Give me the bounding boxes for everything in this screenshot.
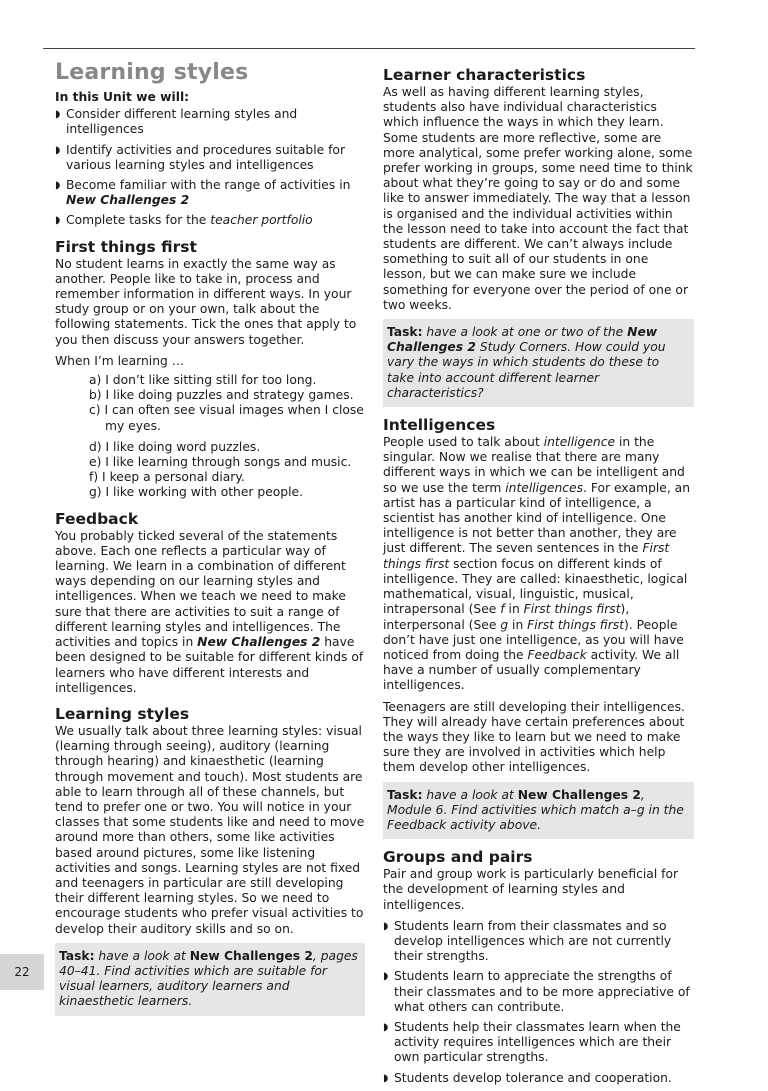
intelligences-body-2: Teenagers are still developing their intelligences. They will already have certain preferences about the ways they like to learn but we need to make sure they are involved in activities which help them develop other intelligences.	[383, 699, 685, 775]
groups-and-pairs-body: Pair and group work is particularly beneficial for the development of learning styles and intelligences.	[383, 867, 679, 912]
unit-heading: In this Unit we will:	[55, 90, 190, 104]
statements-lead: When I’m learning …	[55, 353, 185, 368]
list-item: g) I like working with other people.	[89, 485, 303, 500]
task-box: Task: have a look at one or two of the New Challenges 2 Study Corners. How could you vary the ways in which students do these to take into account different learner characteristics?	[383, 319, 694, 407]
section-heading-first-things-first: First things first	[55, 237, 197, 256]
bullet-icon: ◗	[55, 180, 61, 192]
list-item: e) I like learning through songs and music.	[89, 455, 352, 470]
list-item: ◗ Consider different learning styles and intelligences	[55, 107, 298, 137]
list-item: ◗ Students learn to appreciate the strengths of their classmates and to be more appreciative of what others can contribute.	[383, 969, 690, 1014]
first-things-first-body: No student learns in exactly the same way as another. People like to take in, process and remember information in different ways. In your study group or on your own, talk about the following statements. Tick the ones that apply to you then discuss your answers together.	[55, 256, 357, 347]
bullet-icon: ◗	[383, 1072, 389, 1084]
left-column	[55, 58, 365, 1024]
list-item: ◗ Become familiar with the range of activities in New Challenges 2	[55, 178, 351, 208]
section-heading-intelligences: Intelligences	[383, 416, 496, 435]
list-item: ◗ Students help their classmates learn when the activity requires intelligences which are their own particular strengths.	[383, 1019, 681, 1065]
list-item: ◗ Complete tasks for the teacher portfolio	[55, 213, 313, 228]
list-item: a) I don’t like sitting still for too long.	[89, 373, 317, 388]
page-number: 22	[0, 954, 44, 990]
page-title: Learning styles	[55, 60, 249, 85]
bullet-icon: ◗	[383, 971, 389, 983]
intelligences-body: People used to talk about intelligence in the singular. Now we realise that there are many different ways in which we can be intelligent and so we use the term intelligences. For example, an artist has a particular kind of intelligence, a scientist has another kind of intelligence. One intelligence is not better than another, they are just different. The seven sentences in the First things first section focus on different kinds of intelligence. They are called: kinaesthetic, logical mathematical, visual, linguistic, musical, intrapersonal (See f in First things first), interpersonal (See g in First things first). People don’t have just one intelligence, as you will have noticed from doing the Feedback activity. We all have a number of usually complementary intelligences.	[383, 435, 691, 693]
top-rule	[43, 48, 695, 49]
bullet-icon: ◗	[55, 109, 61, 121]
right-column	[383, 58, 694, 1091]
list-item: ◗ Students develop tolerance and cooperation.	[383, 1070, 672, 1085]
bullet-icon: ◗	[55, 144, 61, 156]
section-heading-learner-characteristics: Learner characteristics	[383, 66, 586, 84]
list-item: b) I like doing puzzles and strategy games.	[89, 388, 354, 403]
list-item: d) I like doing word puzzles.	[89, 439, 261, 454]
section-heading-groups-and-pairs: Groups and pairs	[383, 848, 533, 867]
bullet-icon: ◗	[55, 215, 61, 227]
feedback-body: You probably ticked several of the statements above. Each one reflects a particular way of learning. We learn in a combination of different ways depending on our learning styles and intelligences. When we teach we need to make sure that there are activities to suit a range of different learning styles and intelligences. The activities and topics in New Challenges 2 have been designed to be suitable for different kinds of learners who have different interests and intelligences.	[55, 528, 364, 695]
task-box: Task: have a look at New Challenges 2, Module 6. Find activities which match a–g in the Feedback activity above.	[383, 782, 694, 840]
bullet-icon: ◗	[383, 1021, 389, 1033]
list-item: f) I keep a personal diary.	[89, 470, 245, 485]
section-heading-learning-styles: Learning styles	[55, 704, 190, 723]
section-heading-feedback: Feedback	[55, 509, 139, 528]
statements-list	[89, 373, 365, 501]
learning-styles-body: We usually talk about three learning styles: visual (learning through seeing), auditory (learning through hearing) and kinaesthetic (learning through movement and touch). Most students are able to learn through all of these channels, but tend to prefer one or two. You will notice in your classes that some students like and need to move around more than others, some like activities based around pictures, some like listening activities and songs. Learning styles are not fixed and teenagers in particular are still developing their different learning styles. So we need to encourage students who prefer visual activities to develop their auditory skills and so on.	[55, 723, 365, 936]
groups-bullets	[383, 919, 694, 1086]
learner-characteristics-body: As well as having different learning styles, students also have individual characteristics which influence the ways in which they learn. Some students are more reflective, some are more analytical, some prefer working alone, some prefer working in groups, some need time to think about what they’re going to say or do and some like to answer immediately. The way that a lesson is organised and the individual activities within the lesson need to take into account the fact that students are different. We can’t always include something to suit all of our students in one lesson, but we can make sure we include something for everyone over the period of one or two weeks.	[383, 85, 693, 312]
task-box: Task: have a look at New Challenges 2, pages 40–41. Find activities which are suitable for visual learners, auditory learners and kinaesthetic learners.	[55, 943, 365, 1016]
list-item: ◗ Students learn from their classmates and so develop intelligences which are not currently their strengths.	[383, 918, 672, 964]
list-item: c) I can often see visual images when I close my eyes.	[89, 403, 364, 433]
list-item: ◗ Identify activities and procedures suitable for various learning styles and intelligences	[55, 142, 346, 172]
objectives-list	[55, 107, 365, 228]
bullet-icon: ◗	[383, 920, 389, 932]
